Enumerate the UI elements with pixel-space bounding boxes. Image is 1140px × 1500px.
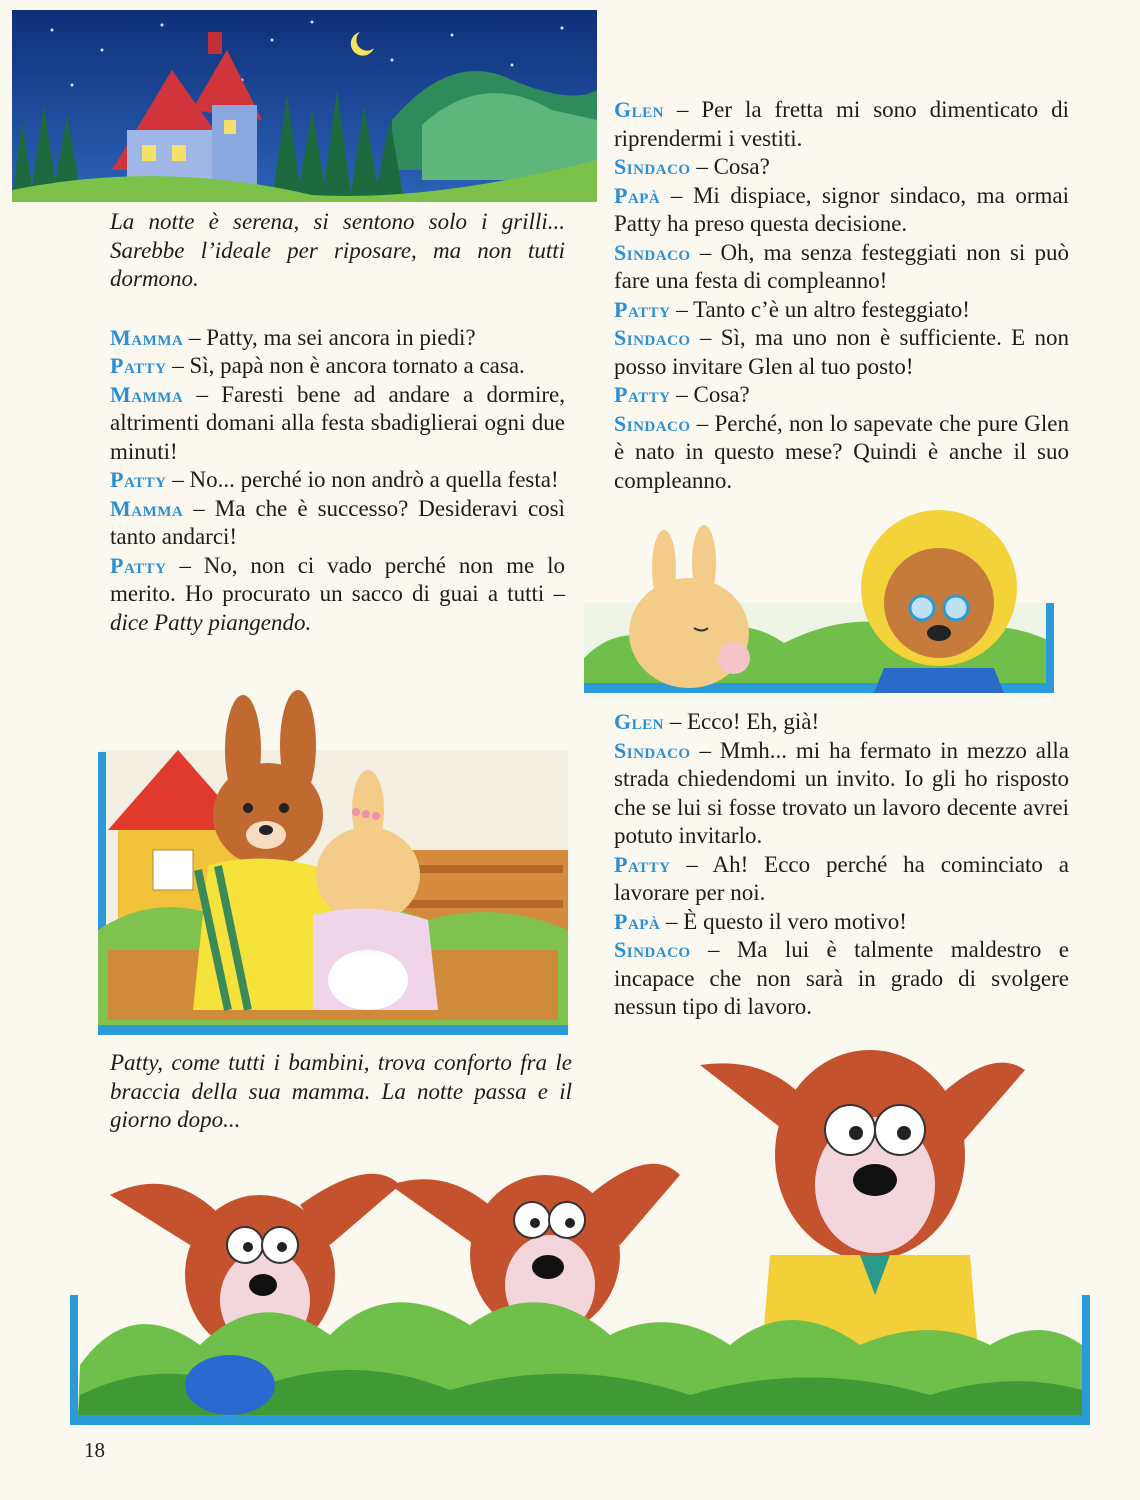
patty-lion-illustration	[584, 508, 1054, 693]
dash: –	[670, 182, 683, 208]
dash: –	[172, 353, 184, 378]
speaker-name: Sindaco	[614, 410, 691, 436]
dialogue-text: No... perché io non andrò a quella festa!	[189, 467, 559, 492]
dash: –	[172, 467, 184, 492]
dialogue-line	[614, 182, 1069, 239]
dialogue-line	[614, 410, 1069, 496]
speaker-name: Patty	[110, 353, 167, 378]
dash: –	[193, 495, 205, 521]
intro-narration: La notte è serena, si sentono solo i grilli... Sarebbe l’ideale per riposare, ma non tutti dormono.	[110, 209, 565, 291]
dash: –	[699, 737, 711, 763]
dash: –	[699, 239, 712, 265]
dialogue-line	[614, 96, 1069, 153]
dialogue-text: Sì, papà non è ancora tornato a casa.	[189, 353, 525, 378]
speaker-name: Patty	[110, 552, 167, 578]
speaker-name: Sindaco	[614, 325, 691, 350]
dash: –	[707, 937, 720, 962]
speaker-name: Sindaco	[614, 154, 691, 179]
dialogue-line	[614, 239, 1069, 296]
caption-mother: Patty, come tutti i bambini, trova conforto fra le braccia della sua mamma. La notte passa e il giorno dopo...	[110, 1050, 572, 1132]
right-text-column-bottom	[614, 708, 1069, 1022]
dialogue-line	[614, 851, 1069, 908]
dialogue-line	[110, 381, 565, 467]
right-text-column-top	[614, 96, 1069, 495]
speaker-name: Glen	[614, 97, 664, 122]
dialogue-line	[614, 296, 1069, 325]
dash: –	[699, 325, 712, 350]
dialogue-line	[614, 324, 1069, 381]
dialogue-text: No, non ci vado perché non me lo merito. Ho procurato un sacco di guai a tutti –	[110, 552, 565, 606]
dialogue-line	[110, 324, 565, 353]
dialogue-text: Per la fretta mi sono dimenticato di riprendermi i vestiti.	[614, 97, 1070, 151]
speaker-name: Sindaco	[614, 937, 691, 962]
dialogue-text: Ma lui è talmente maldestro e incapace che non sarà in grado di svolgere nessun tipo di lavoro.	[614, 937, 1070, 1019]
dialogue-text: Ah! Ecco perché ha cominciato a lavorare per noi.	[614, 851, 1070, 905]
mother-hug-illustration	[98, 690, 568, 1035]
speaker-name: Glen	[614, 709, 664, 734]
speaker-name: Mamma	[110, 381, 184, 407]
speaker-name: Sindaco	[614, 239, 691, 265]
dialogue-line	[614, 737, 1069, 851]
dialogue-text-italic: dice Patty piangendo.	[110, 609, 312, 635]
speaker-name: Papà	[614, 182, 661, 208]
dialogue-line	[110, 495, 565, 552]
dialogue-text: Perché, non lo sapevate che pure Glen è nato in questo mese? Quindi è anche il suo compleanno.	[614, 410, 1070, 493]
dialogue-text: Sì, ma uno non è sufficiente. E non posso invitare Glen al tuo posto!	[614, 325, 1070, 379]
dash: –	[696, 154, 708, 179]
speaker-name: Patty	[614, 851, 671, 877]
speaker-name: Mamma	[110, 324, 184, 350]
speaker-name: Patty	[110, 467, 167, 492]
dialogue-text: Patty, ma sei ancora in piedi?	[206, 324, 476, 350]
dialogue-text: Ma che è successo? Desideravi così tanto andarci!	[110, 495, 565, 549]
dialogue-line	[110, 466, 565, 495]
dash: –	[666, 908, 678, 934]
night-house-illustration	[12, 10, 597, 202]
dialogue-line	[110, 352, 565, 381]
dialogue-text: Ecco! Eh, già!	[686, 709, 820, 734]
dash: –	[179, 552, 191, 578]
dash: –	[669, 709, 682, 734]
dialogue-text: Cosa?	[693, 382, 750, 407]
foxes-illustration	[70, 1045, 1090, 1425]
dash: –	[676, 97, 689, 122]
speaker-name: Papà	[614, 908, 661, 934]
speaker-name: Patty	[614, 296, 671, 322]
dialogue-text: Cosa?	[713, 154, 770, 179]
dialogue-text: Mmh... mi ha fermato in mezzo alla strada chiedendomi un invito. Io gli ho risposto che se lui si fosse trovato un lavoro decente avrei potuto invitarlo.	[614, 737, 1070, 848]
dialogue-text: Oh, ma senza festeggiati non si può fare una festa di compleanno!	[614, 239, 1069, 293]
dialogue-line	[614, 936, 1069, 1022]
dialogue-text: È questo il vero motivo!	[683, 908, 907, 934]
dialogue-line	[614, 708, 1069, 737]
dialogue-text: Mi dispiace, signor sindaco, ma ormai Patty ha preso questa decisione.	[614, 182, 1070, 236]
speaker-name: Mamma	[110, 495, 184, 521]
dash: –	[196, 381, 208, 407]
dialogue-line	[110, 552, 565, 638]
dash: –	[696, 410, 709, 436]
dash: –	[676, 382, 688, 407]
speaker-name: Sindaco	[614, 737, 691, 763]
dialogue-text: Faresti bene ad andare a dormire, altrimenti domani alla festa sbadiglierai ogni due minuti!	[110, 381, 566, 464]
left-text-column	[110, 208, 565, 637]
dash: –	[686, 851, 698, 877]
page-number: 18	[84, 1438, 105, 1462]
dialogue-text: Tanto c’è un altro festeggiato!	[693, 296, 970, 322]
dash: –	[676, 296, 688, 322]
dialogue-line	[614, 908, 1069, 937]
dialogue-line	[614, 381, 1069, 410]
dash: –	[189, 324, 201, 350]
speaker-name: Patty	[614, 382, 671, 407]
dialogue-line	[614, 153, 1069, 182]
